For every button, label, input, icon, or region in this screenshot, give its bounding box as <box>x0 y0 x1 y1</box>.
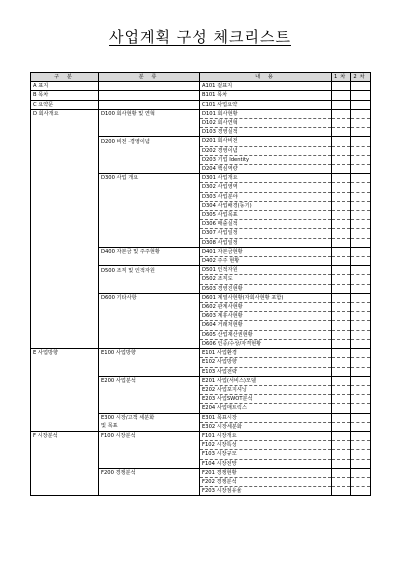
content-cell: F201 경쟁현황 <box>200 468 332 477</box>
content-cell: E201 사업(서비스)모델 <box>200 376 332 385</box>
content-cell: D204 핵심역량 <box>200 165 332 174</box>
classification-cell: E100 사업방향 <box>99 349 200 358</box>
table-row <box>31 119 371 128</box>
content-cell: D102 회사연혁 <box>200 119 332 128</box>
table-row <box>31 404 371 413</box>
table-row <box>31 376 371 385</box>
first-check-cell[interactable] <box>332 155 351 164</box>
category-cell <box>31 257 99 266</box>
header-first-check: 1차 <box>332 73 351 82</box>
first-check-cell[interactable] <box>332 165 351 174</box>
first-check-cell[interactable] <box>332 395 351 404</box>
header-classification: 분 류 <box>99 73 200 82</box>
category-cell <box>31 266 99 275</box>
second-check-cell[interactable] <box>351 404 371 413</box>
category-cell <box>31 422 99 431</box>
classification-cell <box>99 119 200 128</box>
category-cell <box>31 155 99 164</box>
content-cell: E203 사업SWOT분석 <box>200 395 332 404</box>
classification-cell <box>99 284 200 293</box>
first-check-cell[interactable] <box>332 450 351 459</box>
first-check-cell[interactable] <box>332 266 351 275</box>
second-check-cell[interactable] <box>351 358 371 367</box>
category-cell <box>31 284 99 293</box>
table-row <box>31 349 371 358</box>
category-cell <box>31 376 99 385</box>
content-cell: D303 사업분야 <box>200 192 332 201</box>
category-cell <box>31 192 99 201</box>
category-cell <box>31 174 99 183</box>
category-cell <box>31 487 99 496</box>
table-row <box>31 330 371 339</box>
classification-cell <box>99 367 200 376</box>
first-check-cell[interactable] <box>332 330 351 339</box>
content-cell: D101 회사현황 <box>200 109 332 118</box>
content-cell: D603 계휴사현황 <box>200 312 332 321</box>
classification-cell: D600 기타사항 <box>99 293 200 302</box>
content-cell: D605 산업재산권현황 <box>200 330 332 339</box>
content-cell: F202 경쟁분석 <box>200 477 332 486</box>
table-row <box>31 183 371 192</box>
table-row <box>31 155 371 164</box>
first-check-cell[interactable] <box>332 247 351 256</box>
category-cell <box>31 220 99 229</box>
classification-cell <box>99 330 200 339</box>
header-content: 내 용 <box>200 73 332 82</box>
classification-cell <box>99 183 200 192</box>
second-check-cell[interactable] <box>351 174 371 183</box>
content-cell: E301 목표시장 <box>200 413 332 422</box>
category-cell <box>31 293 99 302</box>
category-cell <box>31 275 99 284</box>
second-check-cell[interactable] <box>351 284 371 293</box>
content-cell: D302 사업영역 <box>200 183 332 192</box>
second-check-cell[interactable] <box>351 229 371 238</box>
category-cell <box>31 165 99 174</box>
second-check-cell[interactable] <box>351 459 371 468</box>
first-check-cell[interactable] <box>332 284 351 293</box>
classification-cell <box>99 82 200 91</box>
content-cell: E103 사업전략 <box>200 367 332 376</box>
first-check-cell[interactable] <box>332 220 351 229</box>
second-check-cell[interactable] <box>351 266 371 275</box>
second-check-cell[interactable] <box>351 312 371 321</box>
classification-cell <box>99 229 200 238</box>
first-check-cell[interactable] <box>332 183 351 192</box>
first-check-cell[interactable] <box>332 238 351 247</box>
second-check-cell[interactable] <box>351 211 371 220</box>
content-cell: D307 사업일정 <box>200 229 332 238</box>
header-row <box>31 73 371 82</box>
second-check-cell[interactable] <box>351 165 371 174</box>
first-check-cell[interactable] <box>332 303 351 312</box>
table-row <box>31 303 371 312</box>
table-row <box>31 220 371 229</box>
classification-cell <box>99 339 200 348</box>
category-cell <box>31 404 99 413</box>
second-check-cell[interactable] <box>351 155 371 164</box>
first-check-cell[interactable] <box>332 201 351 210</box>
category-cell: E 사업방향 <box>31 349 99 358</box>
category-cell: B 목차 <box>31 91 99 100</box>
content-cell: D401 자본금현황 <box>200 247 332 256</box>
classification-cell: D100 회사현황 및 연혁 <box>99 109 200 118</box>
category-cell <box>31 413 99 422</box>
content-cell: D601 계열사현황(자회사현황 포함) <box>200 293 332 302</box>
classification-cell <box>99 441 200 450</box>
table-row <box>31 238 371 247</box>
category-cell <box>31 247 99 256</box>
first-check-cell[interactable] <box>332 404 351 413</box>
second-check-cell[interactable] <box>351 91 371 100</box>
second-check-cell[interactable] <box>351 220 371 229</box>
first-check-cell[interactable] <box>332 321 351 330</box>
classification-cell <box>99 211 200 220</box>
content-cell: F102 시장특성 <box>200 441 332 450</box>
table-row <box>31 257 371 266</box>
classification-cell <box>99 91 200 100</box>
category-cell <box>31 330 99 339</box>
second-check-cell[interactable] <box>351 293 371 302</box>
category-cell <box>31 395 99 404</box>
second-check-cell[interactable] <box>351 468 371 477</box>
classification-cell: E200 사업분석 <box>99 376 200 385</box>
content-cell: F103 시장규모 <box>200 450 332 459</box>
second-check-cell[interactable] <box>351 441 371 450</box>
header-second-check: 2차 <box>351 73 371 82</box>
table-row <box>31 477 371 486</box>
first-check-cell[interactable] <box>332 146 351 155</box>
table-row <box>31 284 371 293</box>
first-check-cell[interactable] <box>332 109 351 118</box>
first-check-cell[interactable] <box>332 229 351 238</box>
category-cell <box>31 477 99 486</box>
content-cell: E102 사업방향 <box>200 358 332 367</box>
second-check-cell[interactable] <box>351 257 371 266</box>
second-check-cell[interactable] <box>351 119 371 128</box>
table-row <box>31 266 371 275</box>
content-cell: D304 사업배경(동기) <box>200 201 332 210</box>
content-cell: D306 매출실적 <box>200 220 332 229</box>
classification-cell <box>99 165 200 174</box>
first-check-cell[interactable] <box>332 441 351 450</box>
category-cell <box>31 367 99 376</box>
table-row <box>31 82 371 91</box>
content-cell: E101 사업환경 <box>200 349 332 358</box>
category-cell <box>31 137 99 146</box>
first-check-cell[interactable] <box>332 293 351 302</box>
second-check-cell[interactable] <box>351 450 371 459</box>
category-cell: F 시장분석 <box>31 431 99 440</box>
table-row <box>31 312 371 321</box>
category-cell <box>31 238 99 247</box>
classification-cell: F200 경쟁분석 <box>99 468 200 477</box>
table-row <box>31 450 371 459</box>
category-cell <box>31 119 99 128</box>
first-check-cell[interactable] <box>332 422 351 431</box>
table-row <box>31 385 371 394</box>
classification-cell <box>99 477 200 486</box>
classification-cell: D500 조직 및 인적자원 <box>99 266 200 275</box>
classification-cell <box>99 128 200 137</box>
content-cell: D501 인적자원 <box>200 266 332 275</box>
classification-cell: F100 시장분석 <box>99 431 200 440</box>
second-check-cell[interactable] <box>351 247 371 256</box>
second-check-cell[interactable] <box>351 201 371 210</box>
table-row <box>31 441 371 450</box>
classification-cell: D400 자본금 및 주주현황 <box>99 247 200 256</box>
second-check-cell[interactable] <box>351 395 371 404</box>
second-check-cell[interactable] <box>351 367 371 376</box>
document-title-text: 사업계획 구성 체크리스트 <box>109 28 291 46</box>
classification-cell <box>99 487 200 496</box>
table-row <box>31 413 371 422</box>
content-cell: E202 사업포지셔닝 <box>200 385 332 394</box>
second-check-cell[interactable] <box>351 431 371 440</box>
content-cell: F101 시장개요 <box>200 431 332 440</box>
table-row <box>31 459 371 468</box>
first-check-cell[interactable] <box>332 477 351 486</box>
table-row <box>31 358 371 367</box>
content-cell: D606 인증/수상/자격현황 <box>200 339 332 348</box>
classification-cell: D200 비전 ·경영이념 <box>99 137 200 146</box>
first-check-cell[interactable] <box>332 211 351 220</box>
content-cell: A101 겉표지 <box>200 82 332 91</box>
table-row <box>31 192 371 201</box>
second-check-cell[interactable] <box>351 413 371 422</box>
table-row <box>31 128 371 137</box>
classification-cell <box>99 459 200 468</box>
first-check-cell[interactable] <box>332 128 351 137</box>
first-check-cell[interactable] <box>332 257 351 266</box>
second-check-cell[interactable] <box>351 238 371 247</box>
content-cell: D503 경영진현황 <box>200 284 332 293</box>
second-check-cell[interactable] <box>351 321 371 330</box>
first-check-cell[interactable] <box>332 174 351 183</box>
second-check-cell[interactable] <box>351 422 371 431</box>
category-cell <box>31 450 99 459</box>
category-cell <box>31 211 99 220</box>
classification-cell <box>99 395 200 404</box>
header-category: 구 분 <box>31 73 99 82</box>
category-cell <box>31 441 99 450</box>
first-check-cell[interactable] <box>332 312 351 321</box>
first-check-cell[interactable] <box>332 100 351 109</box>
classification-cell <box>99 303 200 312</box>
classification-cell <box>99 312 200 321</box>
table-row <box>31 247 371 256</box>
second-check-cell[interactable] <box>351 137 371 146</box>
first-check-cell[interactable] <box>332 487 351 496</box>
table-row <box>31 367 371 376</box>
first-check-cell[interactable] <box>332 358 351 367</box>
table-row <box>31 395 371 404</box>
table-row <box>31 431 371 440</box>
category-cell <box>31 385 99 394</box>
table-row <box>31 487 371 496</box>
content-cell: D502 조직도 <box>200 275 332 284</box>
content-cell: D202 경영이념 <box>200 146 332 155</box>
first-check-cell[interactable] <box>332 119 351 128</box>
content-cell: D602 관계사현황 <box>200 303 332 312</box>
first-check-cell[interactable] <box>332 376 351 385</box>
category-cell: C 요약문 <box>31 100 99 109</box>
table-row <box>31 100 371 109</box>
second-check-cell[interactable] <box>351 376 371 385</box>
table-row <box>31 137 371 146</box>
table-row <box>31 146 371 155</box>
table-row <box>31 293 371 302</box>
content-cell: D301 사업개요 <box>200 174 332 183</box>
classification-cell <box>99 358 200 367</box>
content-cell: B101 목차 <box>200 91 332 100</box>
first-check-cell[interactable] <box>332 367 351 376</box>
second-check-cell[interactable] <box>351 349 371 358</box>
second-check-cell[interactable] <box>351 109 371 118</box>
classification-cell: E300 시장/고객 세분화 <box>99 413 200 422</box>
classification-cell <box>99 201 200 210</box>
table-row <box>31 275 371 284</box>
content-cell: D308 사업일정 <box>200 238 332 247</box>
category-cell <box>31 358 99 367</box>
table-row <box>31 339 371 348</box>
classification-cell <box>99 404 200 413</box>
category-cell <box>31 201 99 210</box>
classification-cell <box>99 155 200 164</box>
first-check-cell[interactable] <box>332 275 351 284</box>
content-cell: E204 사업매트릭스 <box>200 404 332 413</box>
table-row <box>31 91 371 100</box>
second-check-cell[interactable] <box>351 128 371 137</box>
table-row <box>31 201 371 210</box>
content-cell: D201 회사비전 <box>200 137 332 146</box>
first-check-cell[interactable] <box>332 91 351 100</box>
classification-cell <box>99 385 200 394</box>
classification-cell <box>99 257 200 266</box>
first-check-cell[interactable] <box>332 431 351 440</box>
content-cell: D203 기업 Identity <box>200 155 332 164</box>
content-cell: D402 주주 현황 <box>200 257 332 266</box>
table-row <box>31 321 371 330</box>
content-cell: D604 거래처현황 <box>200 321 332 330</box>
content-cell: D305 사업목표 <box>200 211 332 220</box>
content-cell: F203 시장점유율 <box>200 487 332 496</box>
checklist-body <box>31 82 371 496</box>
classification-cell <box>99 192 200 201</box>
second-check-cell[interactable] <box>351 303 371 312</box>
second-check-cell[interactable] <box>351 146 371 155</box>
category-cell <box>31 229 99 238</box>
checklist-table <box>30 72 371 496</box>
first-check-cell[interactable] <box>332 339 351 348</box>
category-cell <box>31 312 99 321</box>
second-check-cell[interactable] <box>351 82 371 91</box>
category-cell: D 회사개요 <box>31 109 99 118</box>
first-check-cell[interactable] <box>332 385 351 394</box>
classification-cell: D300 사업 개요 <box>99 174 200 183</box>
content-cell: D103 경영실적 <box>200 128 332 137</box>
content-cell: F104 시장전망 <box>200 459 332 468</box>
second-check-cell[interactable] <box>351 100 371 109</box>
first-check-cell[interactable] <box>332 468 351 477</box>
category-cell <box>31 321 99 330</box>
category-cell <box>31 183 99 192</box>
document-title <box>0 26 400 47</box>
classification-cell <box>99 220 200 229</box>
classification-cell <box>99 321 200 330</box>
table-row <box>31 229 371 238</box>
second-check-cell[interactable] <box>351 477 371 486</box>
category-cell <box>31 459 99 468</box>
classification-cell <box>99 275 200 284</box>
table-row <box>31 422 371 431</box>
second-check-cell[interactable] <box>351 487 371 496</box>
table-row <box>31 109 371 118</box>
category-cell <box>31 303 99 312</box>
category-cell: A 표지 <box>31 82 99 91</box>
first-check-cell[interactable] <box>332 413 351 422</box>
classification-cell <box>99 450 200 459</box>
first-check-cell[interactable] <box>332 349 351 358</box>
category-cell <box>31 339 99 348</box>
second-check-cell[interactable] <box>351 385 371 394</box>
classification-cell <box>99 100 200 109</box>
table-row <box>31 174 371 183</box>
second-check-cell[interactable] <box>351 330 371 339</box>
classification-cell: 및 목표 <box>99 422 200 431</box>
category-cell <box>31 146 99 155</box>
table-row <box>31 211 371 220</box>
classification-cell <box>99 238 200 247</box>
table-row <box>31 165 371 174</box>
table-row <box>31 468 371 477</box>
first-check-cell[interactable] <box>332 459 351 468</box>
content-cell: E302 시장세분화 <box>200 422 332 431</box>
first-check-cell[interactable] <box>332 82 351 91</box>
second-check-cell[interactable] <box>351 192 371 201</box>
content-cell: C101 사업요약 <box>200 100 332 109</box>
first-check-cell[interactable] <box>332 137 351 146</box>
classification-cell <box>99 146 200 155</box>
category-cell <box>31 468 99 477</box>
second-check-cell[interactable] <box>351 339 371 348</box>
first-check-cell[interactable] <box>332 192 351 201</box>
category-cell <box>31 128 99 137</box>
second-check-cell[interactable] <box>351 183 371 192</box>
second-check-cell[interactable] <box>351 275 371 284</box>
